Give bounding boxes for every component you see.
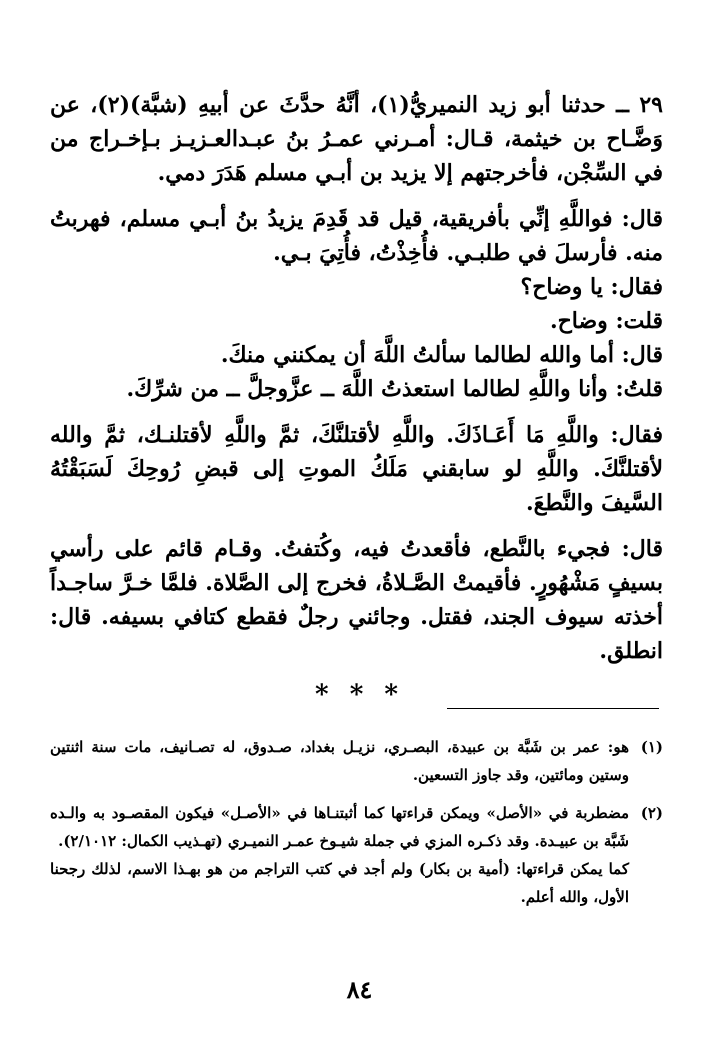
footnote-number: (١) [640, 738, 663, 756]
paragraph-gap [50, 520, 663, 532]
footnotes [50, 733, 663, 921]
footnote-body [50, 799, 629, 911]
section-separator: * * * [315, 680, 404, 710]
paragraph-hadith-29: ٢٩ ــ حدثنا أبو زيد النميريُّ(١)، أنَّهُ حدَّثَ عن أبيهِ (شبَّة)(٢)، عن وَضَّـاح بن خيثمة، قـال: أمـرني عمـرُ بنُ عبـدالعـزيـز بـإخـراج من في السِّجْن، فأخرجتهم إلا يزيد بن أبـي مسلم هَدَرَ دمي. [50, 92, 663, 186]
footnote-2 [50, 799, 663, 911]
paragraph-gap [50, 190, 663, 202]
paragraph: قلت: وضاح. [549, 308, 663, 334]
footnote-body [50, 733, 629, 789]
paragraph: فقال: يا وضاح؟ [520, 274, 663, 300]
footnote-rule [447, 708, 659, 709]
footnote-text: كما يمكن قراءتها: (أمية بن بكار) ولم أجد في كتب التراجم من هو بهـذا الاسم، لذلك رجحنا الأول، والله أعلم. [50, 860, 629, 906]
footnote-text: هو: عمر بن شَبَّة بن عبيدة، البصـري، نزيـل بغداد، صـدوق، له تصـانيف، مات سنة اثنتين وستين ومائتين، وقد جاوز التسعين. [50, 738, 629, 784]
footnote-number: (٢) [640, 804, 663, 822]
footnote-1 [50, 733, 663, 789]
paragraph: فقال: واللَّهِ مَا أَعَـاذَكَ. واللَّهِ لأقتلنَّكَ، ثمَّ واللَّهِ لأقتلنـك، ثمَّ والله لأقتلنَّكَ. واللَّهِ لو سابقني مَلَكُ الموتِ إلى قبضِ رُوحِكَ لَسَبَقْتُهُ السَّيفَ والنَّطعَ. [50, 422, 663, 516]
main-text [50, 88, 663, 668]
page-number: ٨٤ [346, 975, 373, 1004]
footnote-text: مضطربة في «الأصل» ويمكن قراءتها كما أثبتنـاها في «الأصـل» فيكون المقصـود به والـده شَبَّة بن عبيـدة. وقد ذكـره المزي في جملة شيـوخ عمـر النميـري (تهـذيب الكمال: ٢/١٠١٢). [50, 804, 629, 850]
paragraph: قال: فواللَّهِ إنِّي بأفريقية، قيل قد قَدِمَ يزيدُ بنُ أبـي مسلم، فهربتُ منه. فأرسلَ في طلبـي. فأُخِذْتُ، فأُتِيَ بـي. [50, 206, 663, 266]
paragraph: قال: فجيء بالنَّطع، فأقعدتُ فيه، وكُتفتُ. وقـام قائم على رأسي بسيفٍ مَشْهُورٍ. فأقيمتْ الصَّـلاةُ، فخرج إلى الصَّلاة. فلمَّا خـرَّ ساجـداً أخذته سيوف الجند، فقتل. وجائني رجلٌ فقطع كتافي بسيفه. قال: انطلق. [50, 536, 663, 664]
paragraph-gap [50, 406, 663, 418]
paragraph: قلتُ: وأنا واللَّهِ لطالما استعذتُ اللَّهَ ــ عزَّوجلَّ ــ من شرِّكَ. [126, 376, 663, 402]
paragraph: قال: أما والله لطالما سألتُ اللَّهَ أن يمكنني منكَ. [220, 342, 663, 368]
